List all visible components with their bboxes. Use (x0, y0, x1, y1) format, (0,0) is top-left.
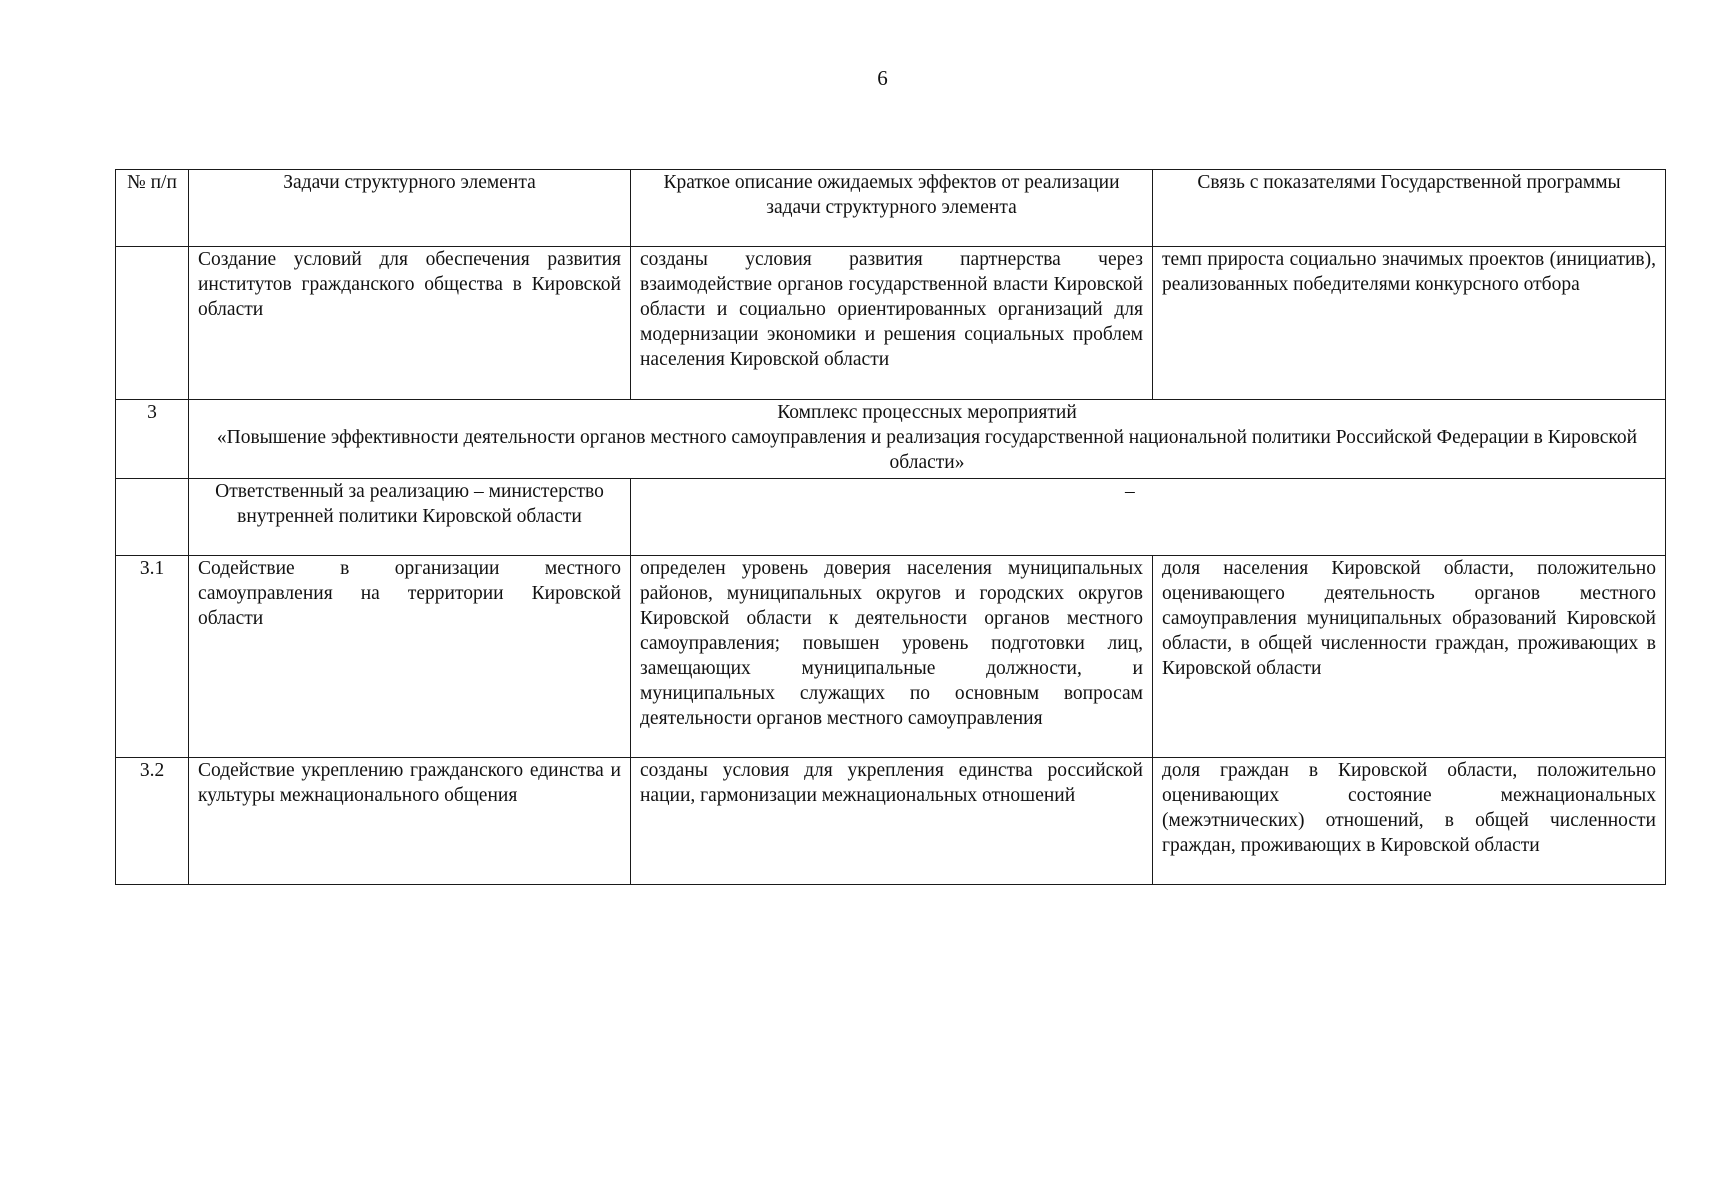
responsible-num (116, 479, 189, 556)
complex-title-cell (189, 400, 1666, 479)
row-effects: созданы условия для укрепления единства российской нации, гармонизации межнациональных отношений (631, 758, 1153, 885)
complex-row (116, 400, 1666, 479)
row-link: доля граждан в Кировской области, положительно оценивающих состояние межнациональных (межэтнических) отношений, в общей численности граждан, проживающих в Кировской области (1153, 758, 1666, 885)
complex-num: 3 (116, 400, 189, 479)
program-table (115, 169, 1666, 885)
complex-subtitle: «Повышение эффективности деятельности органов местного самоуправления и реализация государственной национальной политики Российской Федерации в Кировской области» (216, 427, 1638, 473)
responsible-value: – (1125, 481, 1135, 502)
responsible-label: Ответственный за реализацию – министерство внутренней политики Кировской области (189, 479, 631, 556)
header-effects: Краткое описание ожидаемых эффектов от реализации задачи структурного элемента (631, 170, 1153, 247)
row-link: темп прироста социально значимых проектов (инициатив), реализованных победителями конкурсного отбора (1153, 247, 1666, 400)
table-row (116, 758, 1666, 885)
row-task: Создание условий для обеспечения развития институтов гражданского общества в Кировской области (189, 247, 631, 400)
complex-title: Комплекс процессных мероприятий (777, 402, 1077, 423)
responsible-row (116, 479, 1666, 556)
responsible-value-cell (631, 479, 1666, 556)
table-row (116, 556, 1666, 758)
row-num (116, 247, 189, 400)
header-num: № п/п (116, 170, 189, 247)
row-num: 3.1 (116, 556, 189, 758)
row-effects: созданы условия развития партнерства через взаимодействие органов государственной власти Кировской области и социально ориентированных организаций для модернизации экономики и решения социальных проблем населения Кировской области (631, 247, 1153, 400)
row-link: доля населения Кировской области, положительно оценивающего деятельность органов местного самоуправления муниципальных образований Кировской области, в общей численности граждан, проживающих в Кировской области (1153, 556, 1666, 758)
table-header-row (116, 170, 1666, 247)
header-link: Связь с показателями Государственной программы (1153, 170, 1666, 247)
header-task: Задачи структурного элемента (189, 170, 631, 247)
row-task: Содействие в организации местного самоуправления на территории Кировской области (189, 556, 631, 758)
row-effects: определен уровень доверия населения муниципальных районов, муниципальных округов и городских округов Кировской области к деятельности органов местного самоуправления; повышен уровень подготовки лиц, замещающих муниципальные должности, и муниципальных служащих по основным вопросам деятельности органов местного самоуправления (631, 556, 1153, 758)
row-task: Содействие укреплению гражданского единства и культуры межнационального общения (189, 758, 631, 885)
table-row (116, 247, 1666, 400)
row-num: 3.2 (116, 758, 189, 885)
page-number: 6 (877, 66, 888, 90)
